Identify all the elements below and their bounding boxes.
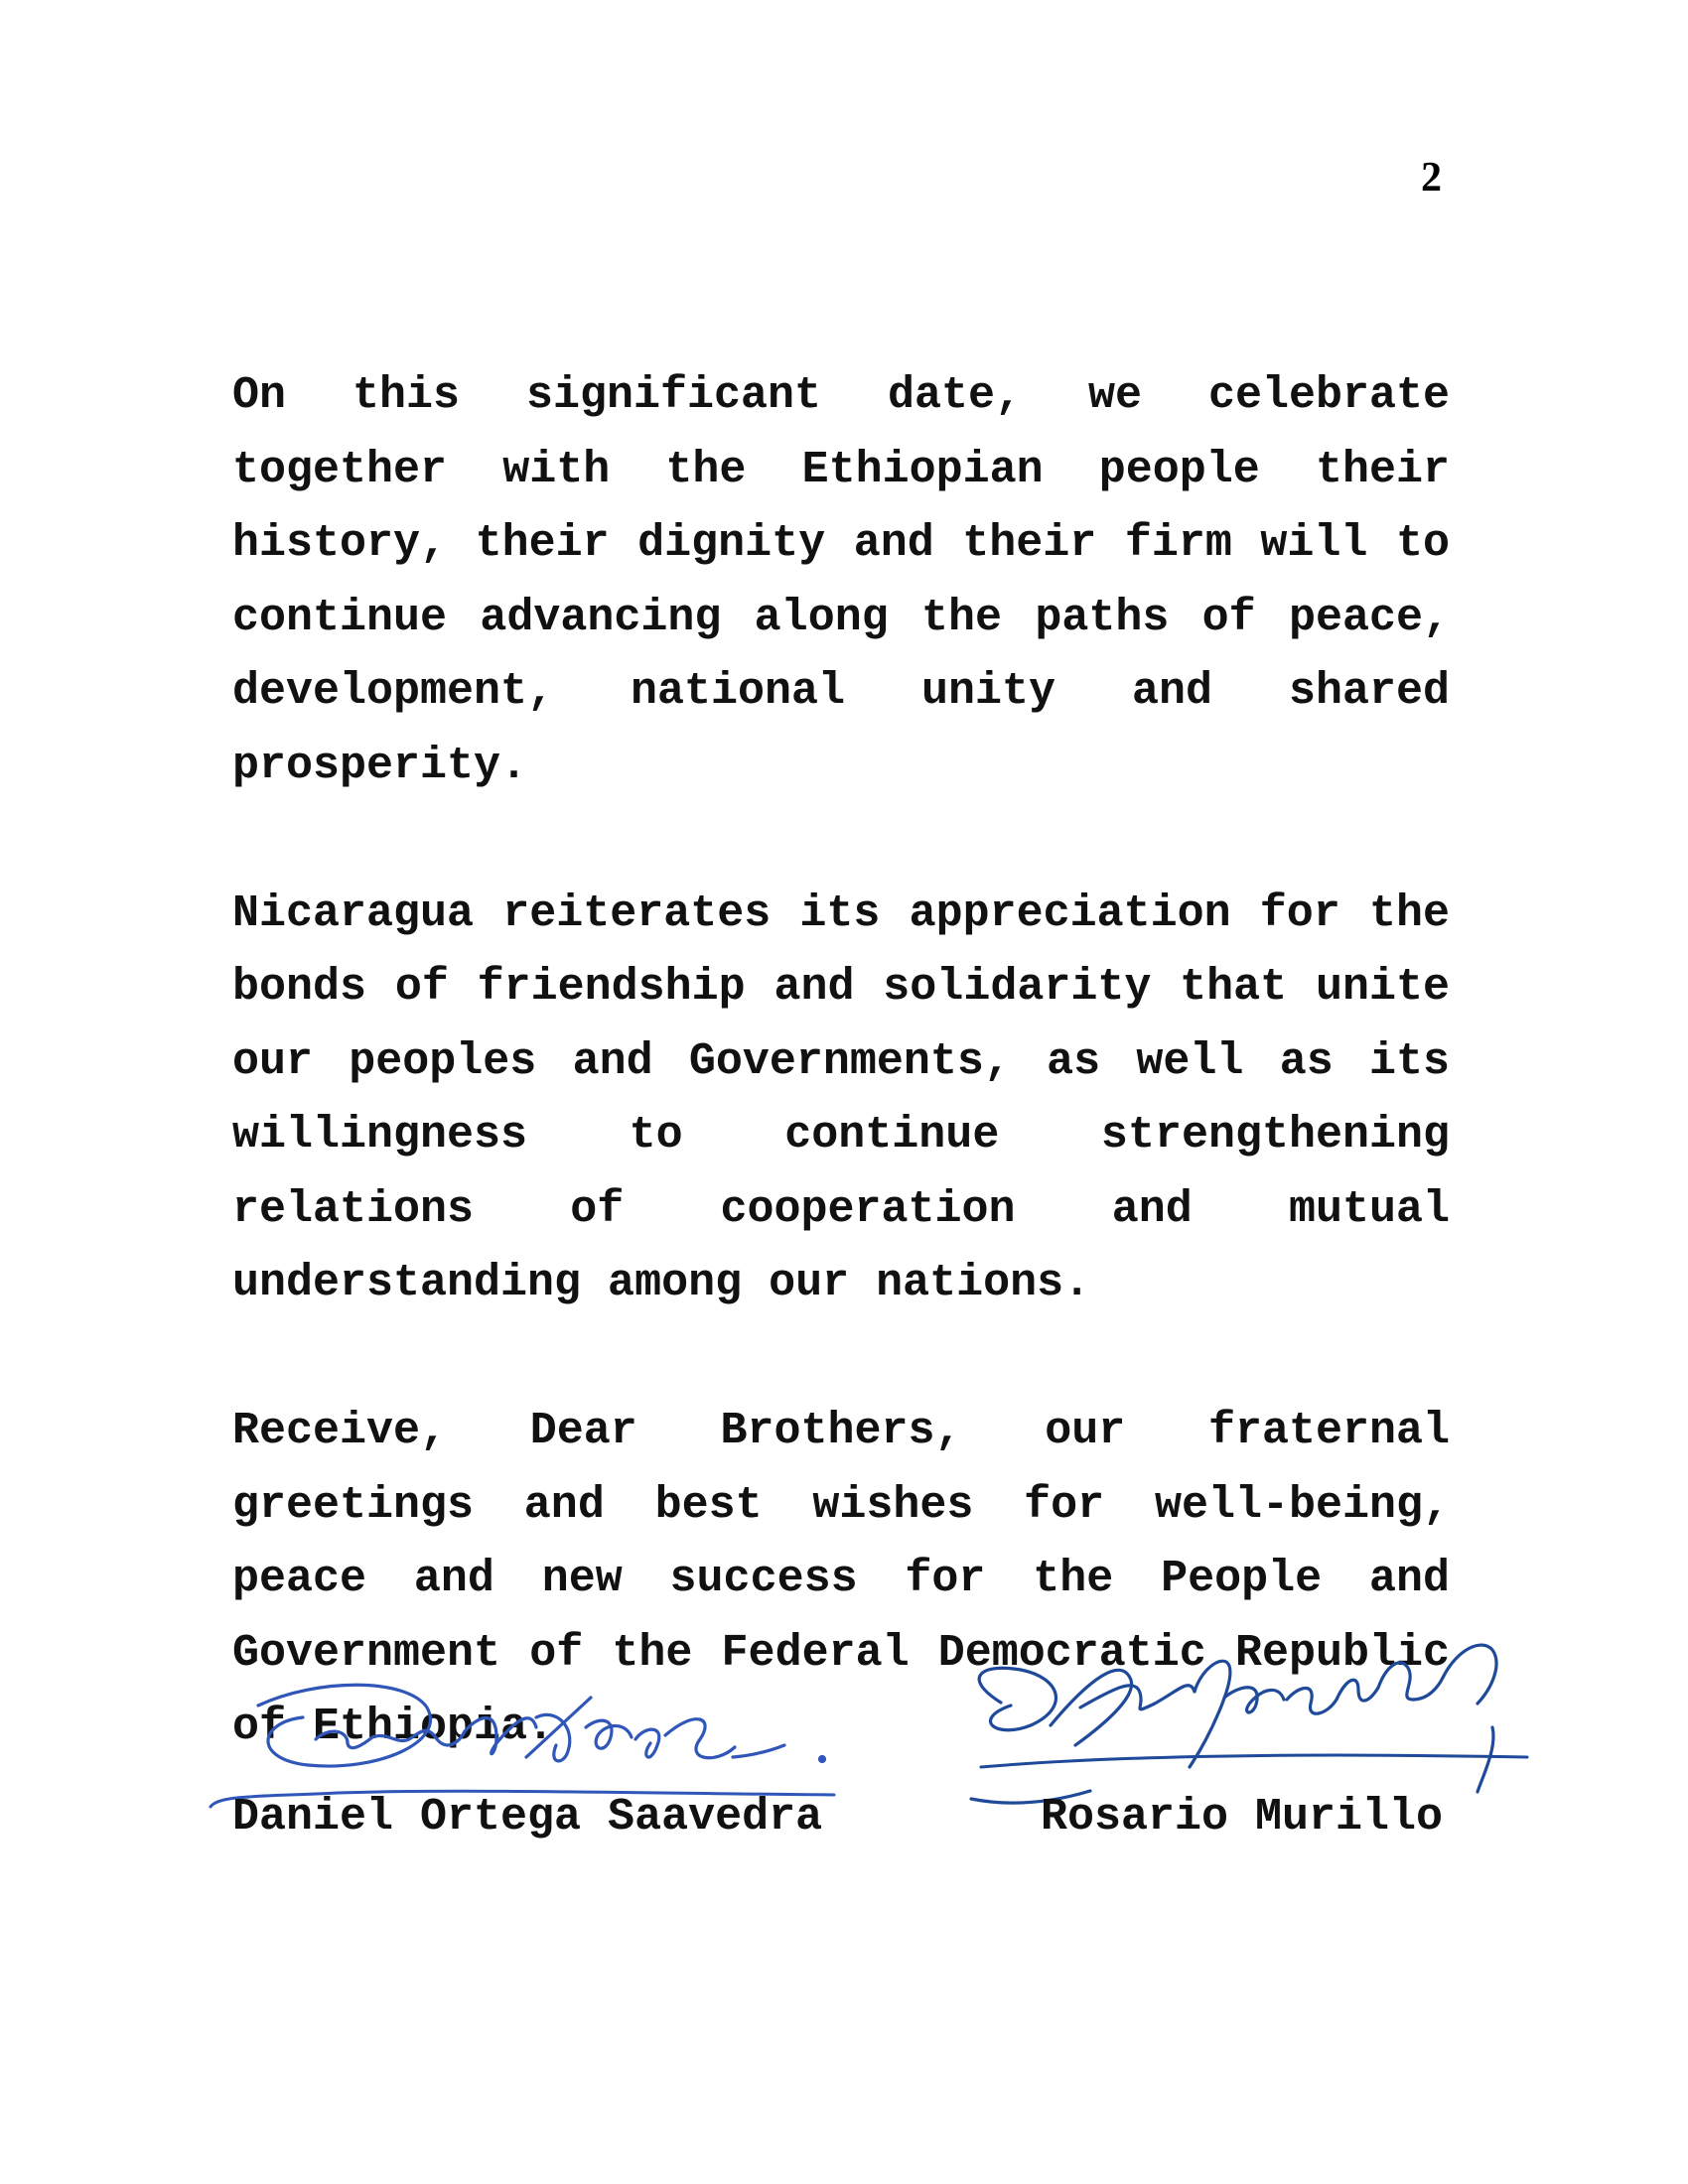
paragraph: Receive, Dear Brothers, our fraternal greetings and best wishes for well-being, peace and new success for the People and Government of the Federal Democratic Republic of Ethiopia.: [232, 1406, 1450, 1752]
signature-block: [0, 1608, 1688, 1846]
paragraph: On this significant date, we celebrate together with the Ethiopian people their history, their dignity and their firm will to continue advancing along the paths of peace, development, national unity and shared prosperity.: [232, 370, 1450, 791]
signature-daniel-ortega: [199, 1648, 854, 1797]
signer-name: Rosario Murillo: [1041, 1792, 1444, 1843]
page-number: 2: [1421, 155, 1442, 201]
signature-rosario-murillo: [941, 1608, 1557, 1807]
signer-name: Daniel Ortega Saavedra: [232, 1792, 823, 1843]
paragraph: Nicaragua reiterates its appreciation for the bonds of friendship and solidarity that unite our peoples and Governments, as well as its willingness to continue strengthening relations of cooperation and mutual understanding among our nations.: [232, 887, 1450, 1308]
